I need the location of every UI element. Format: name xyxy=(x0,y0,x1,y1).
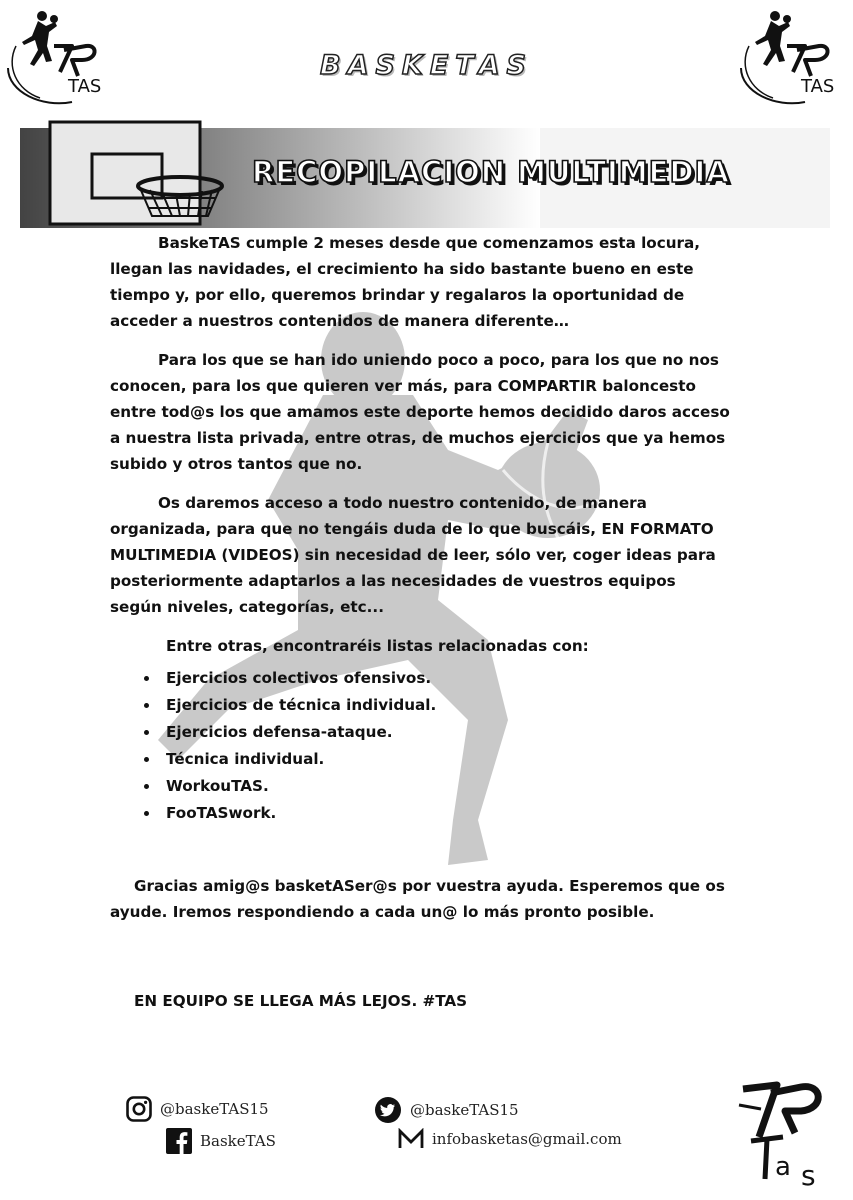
social-footer xyxy=(0,1092,853,1162)
article-body xyxy=(110,230,730,938)
banner-title: RECOPILACION MULTIMEDIA xyxy=(252,155,730,189)
logo-tas-text: TAS xyxy=(801,76,835,97)
mail-icon xyxy=(398,1128,424,1150)
list-item: • Ejercicios colectivos ofensivos. xyxy=(160,665,730,692)
list-intro: Entre otras, encontraréis listas relacionadas con: xyxy=(166,637,589,655)
twitter-icon xyxy=(374,1096,402,1124)
list-item: • Ejercicios defensa-ataque. xyxy=(160,719,730,746)
facebook-icon xyxy=(166,1128,192,1154)
paragraph: BaskeTAS cumple 2 meses desde que comenzamos esta locura, llegan las navidades, el crecimiento ha sido bastante bueno en este tiempo y, por ello, queremos brindar y regalaros la oportunidad de acceder a nuestros contenidos de manera diferente… xyxy=(110,234,701,330)
instagram-handle: @baskeTAS15 xyxy=(160,1100,269,1118)
paragraph: Os daremos acceso a todo nuestro contenido, de manera organizada, para que no tengáis duda de lo que buscáis, EN FORMATO MULTIMEDIA (VIDEOS) sin necesidad de leer, sólo ver, coger ideas para posteriormente adaptarlos a las necesidades de vuestros equipos según niveles, categorías, etc... xyxy=(110,494,716,616)
motto: EN EQUIPO SE LLEGA MÁS LEJOS. #TAS xyxy=(134,992,468,1010)
brand-title: BASKETAS xyxy=(320,50,533,81)
instagram-icon xyxy=(126,1096,152,1122)
list-item: • Ejercicios de técnica individual. xyxy=(160,692,730,719)
facebook-name: BaskeTAS xyxy=(200,1132,276,1150)
thanks-paragraph: Gracias amig@s basketASer@s por vuestra ayuda. Esperemos que os ayude. Iremos respondiendo a cada un@ lo más pronto posible. xyxy=(110,877,725,921)
instagram-link[interactable] xyxy=(126,1096,269,1122)
list-item: • FooTASwork. xyxy=(160,800,730,827)
email-address: infobasketas@gmail.com xyxy=(432,1130,622,1148)
twitter-handle: @baskeTAS15 xyxy=(410,1101,519,1119)
list-item: • WorkouTAS. xyxy=(160,773,730,800)
logo-tas-text: TAS xyxy=(68,76,102,97)
topic-list xyxy=(110,665,730,827)
email-link[interactable] xyxy=(398,1128,622,1150)
twitter-link[interactable] xyxy=(374,1096,519,1124)
list-item: • Técnica individual. xyxy=(160,746,730,773)
svg-text:a: a xyxy=(775,1152,791,1182)
facebook-link[interactable] xyxy=(166,1128,276,1154)
paragraph: Para los que se han ido uniendo poco a poco, para los que no nos conocen, para los que quieren ver más, para COMPARTIR baloncesto entre tod@s los que amamos este deporte hemos decidido daros acceso a nuestra lista privada, entre otras, de muchos ejercicios que ya hemos subido y otros tantos que no. xyxy=(110,351,730,473)
svg-text:s: s xyxy=(801,1159,816,1190)
basketas-logo xyxy=(731,1075,831,1190)
